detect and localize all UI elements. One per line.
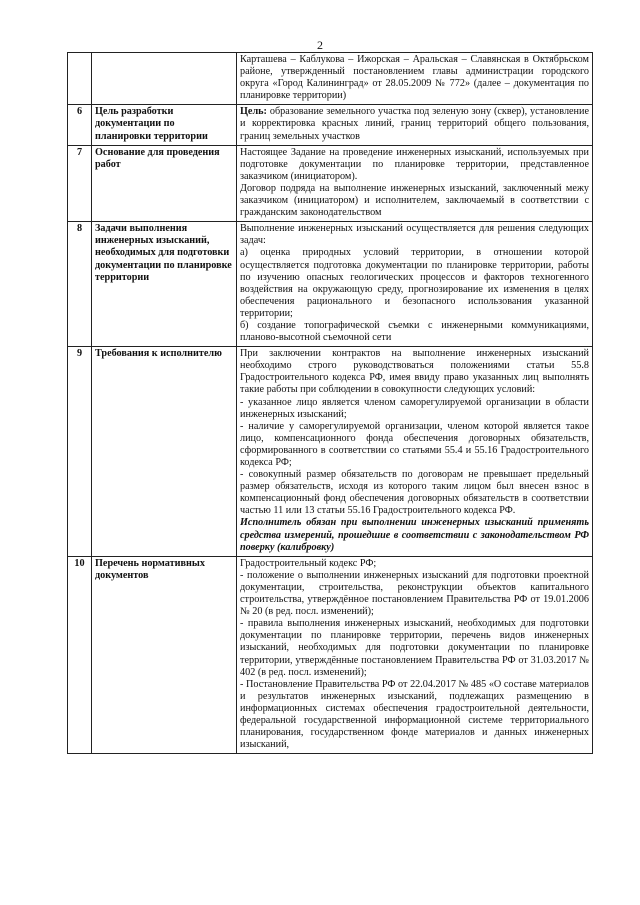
row-content: [237, 105, 593, 145]
row-number: 9: [68, 347, 92, 557]
table-row-7: [68, 145, 593, 222]
paragraph: - положение о выполнении инженерных изысканий для подготовки проектной документации, строительства, реконструкции объектов капитального строительства, утверждённое постановлением Правительства РФ от 19.01.2006 № 20 (в ред. посл. изменений);: [240, 569, 589, 618]
row-title: Основание для проведения работ: [92, 145, 237, 222]
emphasis-paragraph: Исполнитель обязан при выполнении инженерных изысканий применять средства измерений, прошедшие в соответствии с законодательством РФ поверку (калибровку): [240, 517, 589, 553]
row-title: Задачи выполнения инженерных изысканий, необходимых для подготовки документации по планировке территории: [92, 222, 237, 347]
paragraph: б) создание топографической съемки с инженерными коммуникациями, планово-высотной съемочной сети: [240, 319, 589, 344]
paragraph: а) оценка природных условий территории, в отношении которой осуществляется подготовка документации по планировке территории, работы по изучению опасных геологических процессов и факторов техногенного воздействия на окружающую среду, прогнозирование их изменения в целях обеспечения рационального и безопасного использования указанной территории;: [240, 247, 589, 319]
row-number: 7: [68, 145, 92, 222]
requirements-table: [67, 52, 593, 754]
table-row-10: [68, 556, 593, 754]
table-row-8: [68, 222, 593, 347]
row-content: [237, 347, 593, 557]
table-row-continuation: [68, 53, 593, 105]
row-number: 8: [68, 222, 92, 347]
paragraph: [240, 106, 589, 142]
row-content: [237, 145, 593, 222]
table-row-6: [68, 105, 593, 145]
row-title: Требования к исполнителю: [92, 347, 237, 557]
paragraph: - правила выполнения инженерных изысканий, необходимых для подготовки документации по планировке территории, перечень видов инженерных изысканий, необходимых для подготовки документации по планировке территории, утверждённые постановлением Правительства РФ от 31.03.2017 № 402 (в ред. посл. изменений);: [240, 618, 589, 678]
row-number: 10: [68, 556, 92, 754]
row-content: [237, 53, 593, 105]
row-number: 6: [68, 105, 92, 145]
paragraph: Градостроительный кодекс РФ;: [240, 557, 377, 569]
row-content: [237, 556, 593, 754]
row-title: Цель разработки документации по планировки территории: [92, 105, 237, 145]
table-row-9: [68, 347, 593, 557]
paragraph: - наличие у саморегулируемой организации, членом которой является такое лицо, компенсационного фонда обеспечения договорных обязательств, сформированного в соответствии со статьями 55.4 и 55.16 Градостроительного кодекса РФ;: [240, 420, 589, 468]
paragraph: Карташева – Каблукова – Ижорская – Аральская – Славянская в Октябрьском районе, утвержденный постановлением главы администрации городского округа «Город Калининград» от 28.05.2009 № 772» (далее – документация по планировке территории): [240, 54, 589, 102]
goal-label: Цель:: [240, 106, 267, 118]
paragraph: - указанное лицо является членом саморегулируемой организации в области инженерных изысканий;: [240, 396, 589, 420]
paragraph: Выполнение инженерных изысканий осуществляется для решения следующих задач:: [240, 223, 589, 247]
goal-text: образование земельного участка под зеленую зону (сквер), установление и корректировка красных линий, границ территорий общего пользования, границ земельных участков: [240, 106, 589, 142]
paragraph: При заключении контрактов на выполнение инженерных изысканий необходимо строго руководствоваться положениями статьи 55.8 Градостроительного кодекса РФ, имея ввиду право указанных лиц выполнять такие работы при соблюдении в совокупности следующих условий:: [240, 348, 589, 396]
row-title: [92, 53, 237, 105]
paragraph: - Постановление Правительства РФ от 22.04.2017 № 485 «О составе материалов и результатов инженерных изысканий, подлежащих размещению в информационных системах обеспечения градостроительной деятельности, федеральной государственной информационной системе территориального планирования, государственном фонде материалов и данных инженерных изысканий,: [240, 678, 589, 751]
paragraph: Настоящее Задание на проведение инженерных изысканий, используемых при подготовке документации по планировке территории, представленное заказчиком (инициатором).: [240, 146, 589, 182]
paragraph: - совокупный размер обязательств по договорам не превышает предельный размер обязательств, исходя из которого таким лицом был внесен взнос в компенсационный фонд обеспечения договорных обязательств в соответствии частью 11 или 13 статьи 55.16 Градостроительного кодекса РФ.: [240, 469, 589, 517]
page-number: 2: [317, 38, 323, 52]
row-number: [68, 53, 92, 105]
row-content: [237, 222, 593, 347]
row-title: Перечень нормативных документов: [92, 556, 237, 754]
paragraph: Договор подряда на выполнение инженерных изысканий, заключенный межу заказчиком (инициатором) и исполнителем, заключаемый в соответствии с гражданским законодательством: [240, 182, 589, 219]
